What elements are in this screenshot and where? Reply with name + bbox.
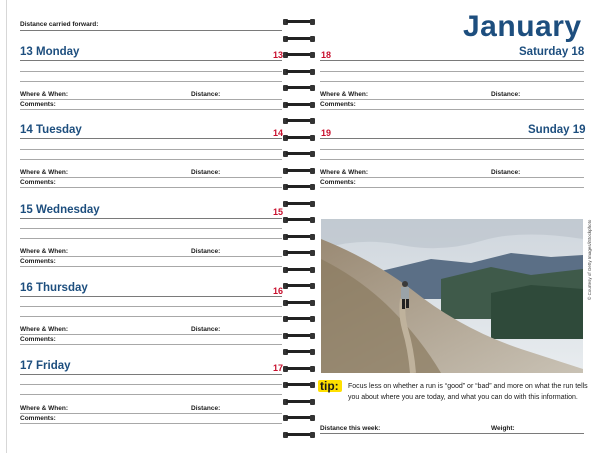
spiral-ring xyxy=(281,168,317,174)
left-page xyxy=(0,0,294,453)
comments-label: Comments: xyxy=(320,179,356,186)
rule xyxy=(320,99,584,100)
rule xyxy=(20,187,282,188)
rule xyxy=(320,138,584,139)
spiral-ring xyxy=(281,316,317,322)
rule xyxy=(20,394,282,395)
carried-forward-label: Distance carried forward: xyxy=(20,21,99,28)
rule xyxy=(20,306,282,307)
page-edge xyxy=(6,0,7,453)
spiral-ring xyxy=(281,382,317,388)
day-name: Wednesday xyxy=(36,204,100,216)
spiral-binding xyxy=(281,0,317,453)
rule xyxy=(20,344,282,345)
rule xyxy=(20,238,282,239)
spiral-ring xyxy=(281,415,317,421)
rule xyxy=(320,177,584,178)
spiral-ring xyxy=(281,399,317,405)
day-name: Thursday xyxy=(36,282,88,294)
day-number-red: 19 xyxy=(321,128,332,138)
comments-label: Comments: xyxy=(320,101,356,108)
spiral-ring xyxy=(281,52,317,58)
rule xyxy=(20,159,282,160)
spiral-ring xyxy=(281,300,317,306)
trail-runner-photo xyxy=(321,219,583,373)
spiral-ring xyxy=(281,267,317,273)
rule xyxy=(20,81,282,82)
weight-label: Weight: xyxy=(491,425,515,432)
rule xyxy=(20,334,282,335)
rule xyxy=(320,60,584,61)
where-when-label: Where & When: xyxy=(320,91,369,98)
rule xyxy=(20,374,282,375)
rule xyxy=(20,218,282,219)
day-number: 19 xyxy=(572,124,586,136)
day-number: 17 xyxy=(20,360,33,372)
day-heading-17 xyxy=(20,360,71,372)
day-number: 16 xyxy=(20,282,33,294)
spiral-ring xyxy=(281,349,317,355)
comments-label: Comments: xyxy=(20,336,56,343)
day-number: 18 xyxy=(571,46,585,58)
day-heading-15 xyxy=(20,204,100,216)
distance-label: Distance: xyxy=(191,405,221,412)
rule xyxy=(320,433,584,434)
spiral-ring xyxy=(281,201,317,207)
spiral-ring xyxy=(281,283,317,289)
spiral-ring xyxy=(281,85,317,91)
rule xyxy=(20,256,282,257)
rule xyxy=(20,109,282,110)
rule xyxy=(20,30,282,31)
spiral-ring xyxy=(281,102,317,108)
distance-label: Distance: xyxy=(491,91,521,98)
rule xyxy=(320,187,584,188)
day-number-red: 17 xyxy=(273,363,284,373)
rule xyxy=(320,149,584,150)
rule xyxy=(320,71,584,72)
day-number: 13 xyxy=(20,46,33,58)
day-number: 15 xyxy=(20,204,33,216)
where-when-label: Where & When: xyxy=(20,169,69,176)
distance-week-label: Distance this week: xyxy=(320,425,381,432)
tip-label: tip: xyxy=(320,379,339,393)
spiral-ring xyxy=(281,234,317,240)
distance-label: Distance: xyxy=(191,326,221,333)
rule xyxy=(20,149,282,150)
day-number-red: 18 xyxy=(321,50,332,60)
rule xyxy=(320,159,584,160)
distance-label: Distance: xyxy=(191,248,221,255)
spiral-ring xyxy=(281,118,317,124)
spiral-ring xyxy=(281,366,317,372)
where-when-label: Where & When: xyxy=(20,405,69,412)
day-number-red: 13 xyxy=(273,50,284,60)
day-number: 14 xyxy=(20,124,33,136)
spiral-ring xyxy=(281,432,317,438)
day-heading-19 xyxy=(528,124,586,136)
rule xyxy=(20,296,282,297)
spiral-ring xyxy=(281,151,317,157)
spiral-ring xyxy=(281,333,317,339)
rule xyxy=(20,423,282,424)
comments-label: Comments: xyxy=(20,415,56,422)
day-name: Sunday xyxy=(528,124,570,136)
rule xyxy=(320,109,584,110)
rule xyxy=(20,266,282,267)
spiral-ring xyxy=(281,19,317,25)
where-when-label: Where & When: xyxy=(20,248,69,255)
comments-label: Comments: xyxy=(20,101,56,108)
comments-label: Comments: xyxy=(20,179,56,186)
day-heading-16 xyxy=(20,282,88,294)
tip-text: Focus less on whether a run is “good” or “bad” and more on what the run tells you about where you are today, and what you can do with this information. xyxy=(348,383,588,401)
day-number-red: 14 xyxy=(273,128,284,138)
distance-label: Distance: xyxy=(491,169,521,176)
where-when-label: Where & When: xyxy=(20,326,69,333)
where-when-label: Where & When: xyxy=(20,91,69,98)
rule xyxy=(20,384,282,385)
day-name: Tuesday xyxy=(36,124,82,136)
spiral-ring xyxy=(281,135,317,141)
rule xyxy=(20,228,282,229)
day-name: Monday xyxy=(36,46,80,58)
spiral-ring xyxy=(281,250,317,256)
rule xyxy=(20,71,282,72)
rule xyxy=(20,413,282,414)
spiral-ring xyxy=(281,69,317,75)
rule xyxy=(20,177,282,178)
month-title: January xyxy=(463,10,582,43)
day-heading-18 xyxy=(519,46,584,58)
distance-label: Distance: xyxy=(191,169,221,176)
rule xyxy=(20,316,282,317)
day-name: Friday xyxy=(36,360,71,372)
spiral-ring xyxy=(281,184,317,190)
distance-label: Distance: xyxy=(191,91,221,98)
day-heading-13 xyxy=(20,46,79,58)
photo-credit: © Courtesy of Getty Images/iStockphoto xyxy=(587,219,592,300)
day-heading-14 xyxy=(20,124,82,136)
day-number-red: 16 xyxy=(273,286,284,296)
rule xyxy=(320,81,584,82)
mountain-trail-illustration xyxy=(321,219,583,373)
rule xyxy=(20,60,282,61)
comments-label: Comments: xyxy=(20,258,56,265)
rule xyxy=(20,138,282,139)
rule xyxy=(20,99,282,100)
day-number-red: 15 xyxy=(273,207,284,217)
spiral-ring xyxy=(281,217,317,223)
where-when-label: Where & When: xyxy=(320,169,369,176)
spiral-ring xyxy=(281,36,317,42)
day-name: Saturday xyxy=(519,46,569,58)
